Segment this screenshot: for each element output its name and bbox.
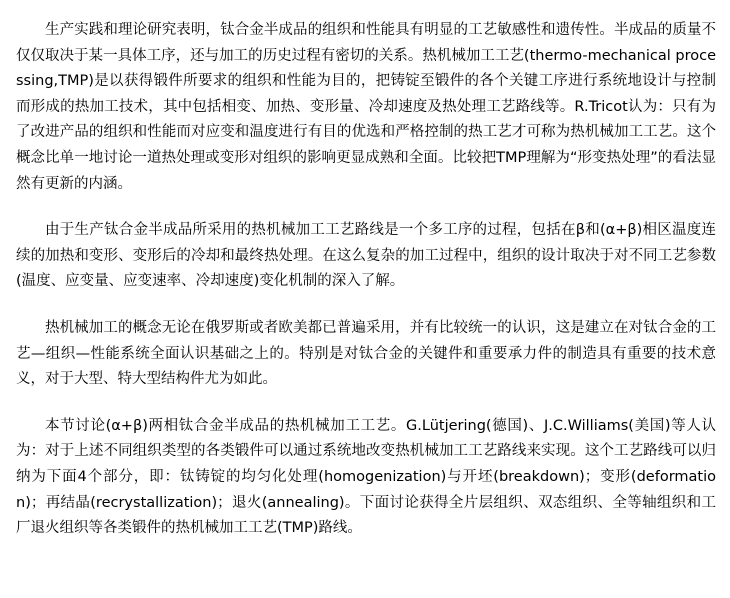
paragraph-concept-adoption: 热机械加工的概念无论在俄罗斯或者欧美都已普遍采用，并有比较统一的认识，这是建立在对钛合金的工艺—组织—性能系统全面认识基础之上的。特别是对钛合金的关键件和重要承力件的制造具有重要的技术意义，对于大型、特大型结构件尤为如此。 (16, 319, 716, 388)
paragraph-tmp-definition: 生产实践和理论研究表明，钛合金半成品的组织和性能具有明显的工艺敏感性和遗传性。半成品的质量不仅仅取决于某一具体工序，还与加工的历史过程有密切的关系。热机械加工工艺(thermo-mechanical processing,TMP)是以获得锻件所要求的组织和性能为目的，把铸锭至锻件的各个关键工序进行系统地设计与控制而形成的热加工技术，其中包括相变、加热、变形量、冷却速度及热处理工艺路线等。R.Tricot认为：只有为了改进产品的组织和性能而对应变和温度进行有目的优选和严格控制的热工艺才可称为热机械加工工艺。这个概念比单一地讨论一道热处理或变形对组织的影响更显成熟和全面。比较把TMP理解为“形变热处理”的看法显然有更新的内涵。 (16, 22, 716, 192)
paragraph-section-discussion: 本节讨论(α+β)两相钛合金半成品的热机械加工工艺。G.Lütjering(德国)、J.C.Williams(美国)等人认为：对于上述不同组织类型的各类锻件可以通过系统地改变热机械加工工艺路线来实现。这个工艺路线可以归纳为下面4个部分，即：钛铸锭的均匀化处理(homogenization)与开坯(breakdown)；变形(deformation)；再结晶(recrystallization)；退火(annealing)。下面讨论获得全片层组织、双态组织、全等轴组织和工厂退火组织等各类锻件的热机械加工工艺(TMP)路线。 (16, 417, 716, 537)
paragraph-process-route: 由于生产钛合金半成品所采用的热机械加工工艺路线是一个多工序的过程，包括在β和(α+β)相区温度连续的加热和变形、变形后的冷却和最终热处理。在这么复杂的加工过程中，组织的设计取决于对不同工艺参数(温度、应变量、应变速率、冷却速度)变化机制的深入了解。 (16, 222, 716, 290)
